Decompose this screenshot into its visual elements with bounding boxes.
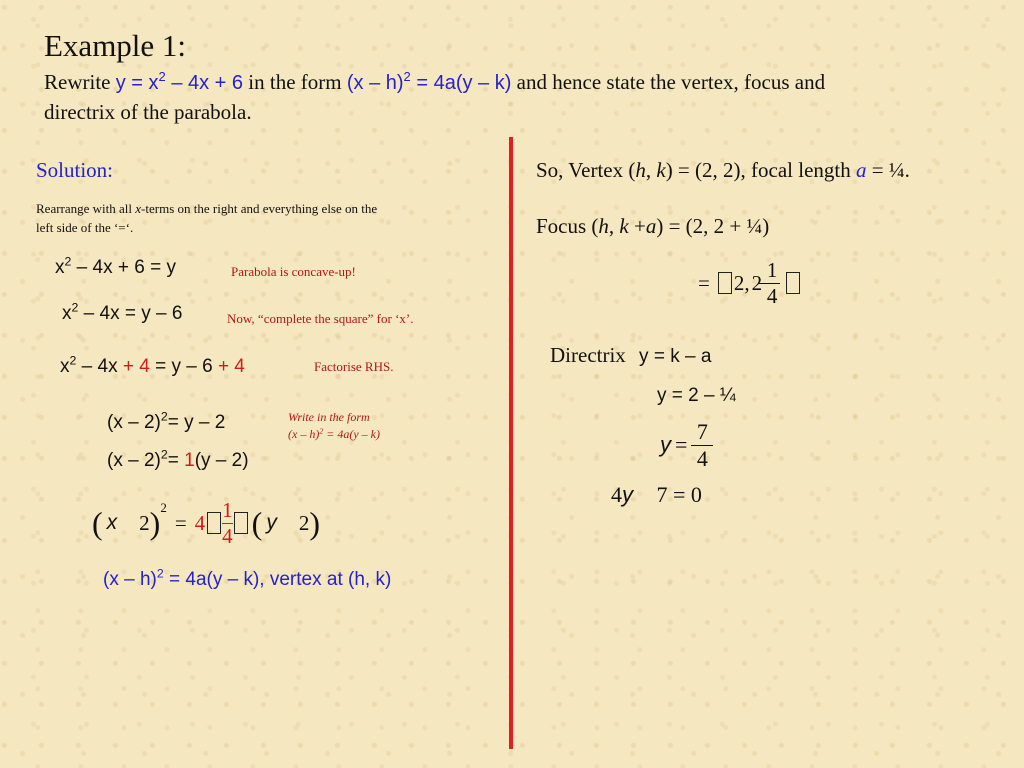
problem-in-form: in the form [248,70,342,94]
step-1-comment: Parabola is concave-up! [231,264,356,279]
missing-glyph-box [207,512,221,534]
step-2-comment: Now, “complete the square” for ‘x’. [227,311,414,326]
const-2: 2 [139,510,150,535]
equals: = [174,510,187,535]
problem-form: (x – h)$^2$ = 4a(y – k) [346,69,512,94]
problem-line-1 [44,70,825,95]
solution-note: Rearrange with all x-terms on the right and everything else on the left side of the ‘=‘. [36,201,378,235]
equals: = [675,432,688,457]
missing-glyph-box [234,512,248,534]
problem-and-hence: and hence state the vertex, focus and [516,70,826,94]
directrix-line: Directrix y = k – a [550,343,712,367]
var-y: y [622,482,633,507]
fraction-quarter: $\frac{1}{4}$ [222,497,233,548]
coord-y: 2 [751,270,763,295]
equals-zero: = 0 [673,482,702,507]
final-form: (x – h)$^2$ = 4a(y – k), vertex at (h, k) [103,566,392,590]
problem-rewrite: Rewrite [44,70,111,94]
directrix-step-4 [611,482,702,508]
step-4-comment: Write in the form (x – h)$^2$ = 4a(y – k) [288,410,380,441]
const-7: 7 [656,482,668,507]
right-paren: ) [149,504,161,541]
vertex-line: So, Vertex (h, k) = (2, 2), focal length a = ¼. [536,158,910,182]
focus-line: Focus (h, k +a) = (2, 2 + ¼) [536,214,770,238]
directrix-step-2: y = 2 – ¼ [657,385,736,406]
fraction-quarter: $\frac{1}{4}$ [764,260,780,307]
var-y: y [266,511,277,534]
step-3-comment: Factorise RHS. [314,359,394,374]
const-2: 2 [298,510,310,535]
problem-line-2: directrix of the parabola. [44,100,252,124]
coef-4: 4 [194,510,206,535]
step-5-equation: (x – 2)$^2$= 1(y – 2) [107,447,249,471]
problem-equation: $y = x^2 - 4x + 6$ [115,69,244,94]
step-6-formula [92,492,320,554]
var-y: y [660,432,671,457]
left-paren: ( [251,504,263,541]
page-title: Example 1: [44,28,187,63]
solution-heading: Solution: [36,158,114,182]
right-paren: ) [309,504,320,541]
coef-4: 4 [611,482,622,507]
equals: = [698,270,710,295]
focus-formula [698,252,800,314]
directrix-step-3 [660,416,713,474]
step-1-equation: $x^2 - 4x + 6 = y$ [55,254,176,278]
exponent: 2 [160,500,167,515]
missing-glyph-box [786,272,800,294]
vertical-divider [509,137,513,749]
fraction-seven-quarters: $\frac{7}{4}$ [691,421,713,470]
step-4-equation: (x – 2)$^2$= y – 2 [107,409,226,433]
var-x: x [106,511,118,534]
left-paren: ( [92,504,103,541]
step-3-equation: $x^2 - 4x + 4 = y - 6 + 4$ [60,353,245,377]
missing-glyph-box [718,272,732,294]
step-2-equation: $x^2 - 4x = y - 6$ [62,300,183,324]
coord-x: 2, [733,270,750,295]
